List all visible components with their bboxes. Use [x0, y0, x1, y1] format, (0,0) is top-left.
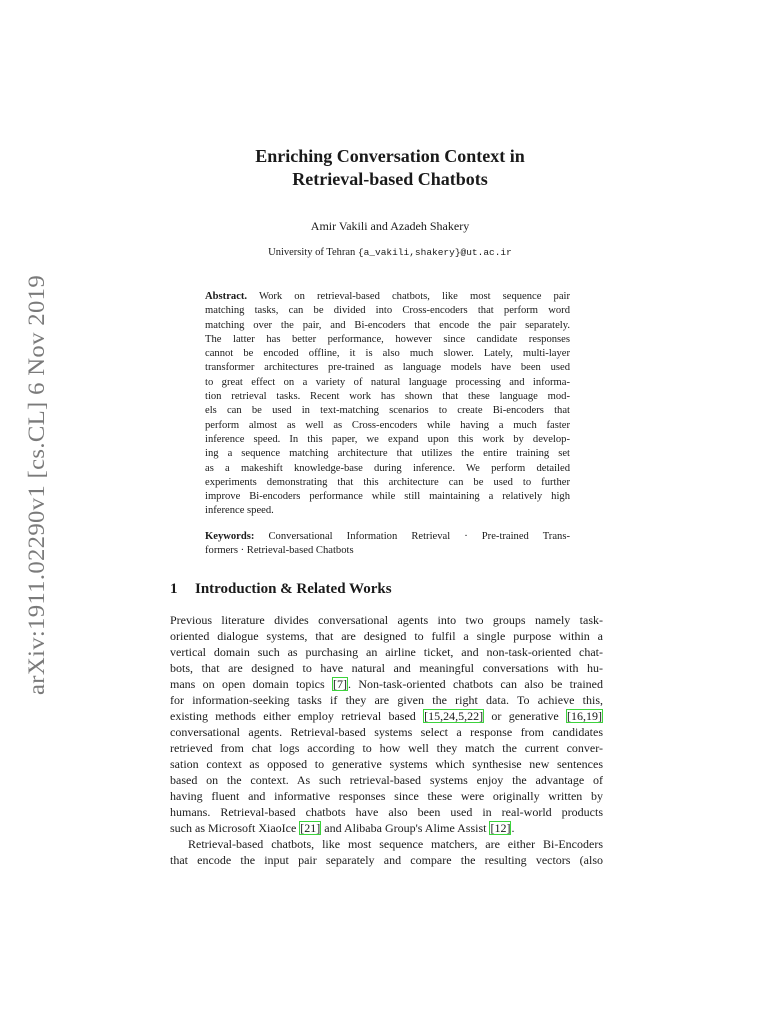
citation-link[interactable]: [21] [300, 821, 321, 835]
body-line: for information-seeking tasks if they are given the right data. To achieve this, [170, 693, 603, 707]
body-line: based on the context. As such retrieval-based systems enjoy the advantage of [170, 773, 603, 787]
abstract-line: improve Bi-encoders performance while still maintaining a relatively high [205, 491, 570, 503]
body-line: sation context as opposed to generative systems which synthesise new sentences [170, 757, 603, 771]
abstract-line: as a makeshift knowledge-base during inference. We perform detailed [205, 462, 570, 474]
body-line: mans on open domain topics [7]. Non-task-oriented chatbots can also be trained [170, 677, 603, 691]
section-heading [170, 581, 392, 598]
abstract-line: matching over the pair, and Bi-encoders that encode the pair separately. [205, 319, 570, 331]
abstract-line: cannot be encoded offline, it is also much slower. Lately, multi-layer [205, 348, 570, 360]
abstract-line: perform almost as well as Cross-encoders while having a much faster [205, 419, 570, 431]
keywords-line: Keywords: Conversational Information Retrieval · Pre-trained Trans- [205, 531, 570, 542]
abstract-line: inference speed. [205, 505, 274, 517]
body-line: Retrieval-based chatbots, like most sequence matchers, are either Bi-Encoders [188, 837, 603, 851]
citation-link[interactable]: [15,24,5,22] [424, 709, 484, 723]
body-line: conversational agents. Retrieval-based systems select a response from candidates [170, 725, 603, 739]
abstract-line: matching tasks, can be divided into Cross-encoders that perform word [205, 305, 570, 317]
author-list: Amir Vakili and Azadeh Shakery [310, 219, 470, 233]
abstract-label: Abstract. [205, 291, 248, 302]
body-line: Previous literature divides conversational agents into two groups namely task- [170, 613, 603, 627]
arxiv-identifier-stamp [8, 275, 58, 695]
abstract-line: tion retrieval tasks. Recent work has shown that these language mod- [205, 391, 570, 403]
keywords-label: Keywords: [205, 531, 255, 542]
body-line: vertical domain such as purchasing an airline ticket, and non-task-oriented chat- [170, 645, 603, 659]
abstract-line: The latter has better performance, however since candidate responses [205, 333, 570, 345]
keywords-block [205, 530, 570, 559]
title-line-2: Retrieval-based Chatbots [292, 169, 488, 189]
abstract-line: ing a sequence matching architecture that utilizes the entire training set [205, 448, 570, 460]
body-line: having fluent and informative responses since these were originally written by [170, 789, 603, 803]
body-line: oriented dialogue systems, that are designed to fulfil a single purpose within a [170, 629, 603, 643]
paper-title [170, 145, 610, 191]
title-line-1: Enriching Conversation Context in [255, 146, 525, 166]
citation-link[interactable]: [7] [333, 677, 348, 691]
arxiv-stamp-svg [8, 275, 58, 695]
body-line: such as Microsoft XiaoIce [21] and Alibaba Group's Alime Assist [12]. [170, 821, 515, 835]
abstract-line: to great effect on a variety of natural language processing and informa- [205, 376, 570, 388]
affiliation [170, 247, 610, 258]
body-text [170, 612, 603, 868]
abstract-block [205, 290, 570, 519]
citation-link[interactable]: [12] [490, 821, 511, 835]
body-line: that encode the input pair separately and compare the resulting vectors (also [170, 853, 603, 867]
section-number: 1 [170, 581, 178, 597]
keywords-line: formers · Retrieval-based Chatbots [205, 545, 354, 557]
abstract-line: els can be used in text-matching scenarios to create Bi-encoders that [205, 405, 570, 417]
body-line: retrieved from chat logs according to how well they match the current conver- [170, 741, 603, 755]
body-line: humans. Retrieval-based chatbots have also been used in real-world products [170, 805, 603, 819]
citation-link[interactable]: [16,19] [567, 709, 602, 723]
body-line: existing methods either employ retrieval based [15,24,5,22] or generative [16,19] [170, 709, 602, 723]
affiliation-institution: University of Tehran [268, 247, 358, 258]
body-line: bots, that are designed to have natural and meaningful conversations with hu- [170, 661, 603, 675]
affiliation-email[interactable]: {a_vakili,shakery}@ut.ac.ir [357, 247, 512, 258]
arxiv-id-text: arXiv:1911.02290v1 [cs.CL] 6 Nov 2019 [24, 295, 50, 695]
section-title: Introduction & Related Works [195, 581, 392, 597]
abstract-line: transformer architectures pre-trained as language models have been used [205, 362, 570, 374]
abstract-line: experiments demonstrating that this architecture can be used to further [205, 476, 570, 488]
abstract-line: Abstract. Work on retrieval-based chatbots, like most sequence pair [205, 291, 570, 302]
abstract-line: inference speed. In this paper, we expand upon this work by develop- [205, 433, 570, 445]
